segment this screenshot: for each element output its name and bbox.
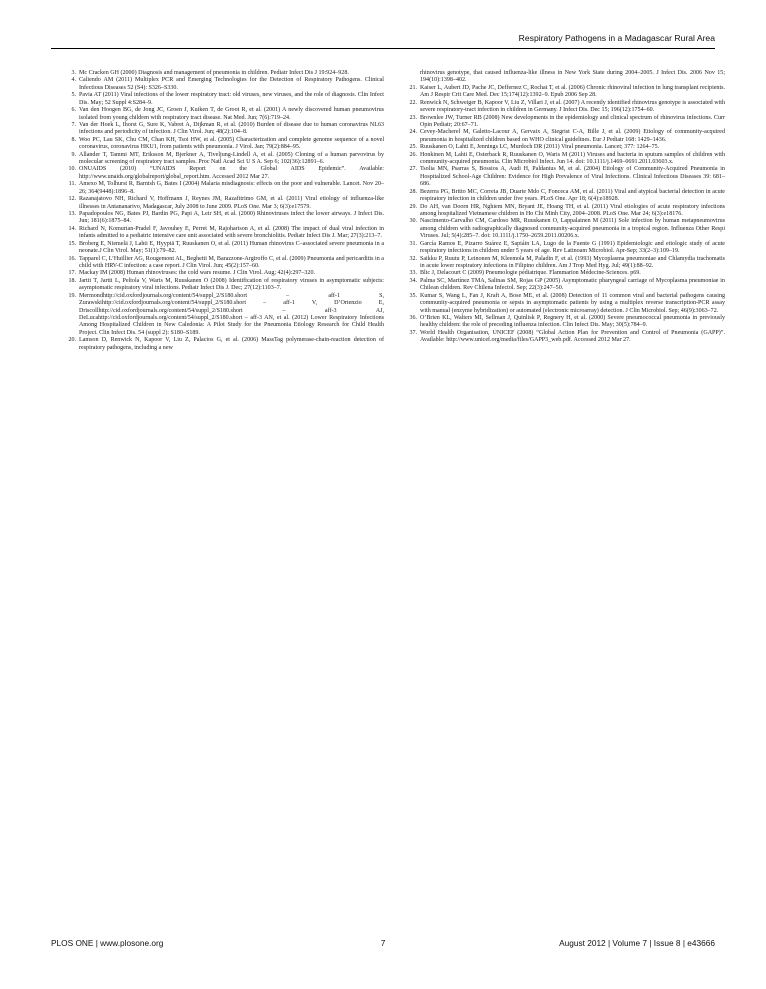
reference-entry — [404, 218, 725, 240]
reference-text: Richard N, Komurian-Pradel F, Javouhey E, Perret M, Rajoharison A, et al. (2008) The impact of dual viral infection in infants admitted to a pediatric intensive care unit associated with severe bronchiolitis. Pediatr Infect Dis J. Mar; 27(3):213–7. — [79, 225, 384, 240]
reference-text: Ruuskanen O, Lahti E, Jennings LC, Murdoch DR (2011) Viral pneumonia. Lancet; 377: 1264–75. — [420, 144, 660, 151]
header-rule — [51, 48, 715, 49]
reference-number: 21. — [409, 84, 417, 91]
reference-number: 10. — [68, 166, 76, 173]
reference-text: Broberg E, Niemelä J, Lahti E, Hyypiä T, Ruuskanen O, et al. (2011) Human rhinovirus C–associated severe pneumonia in a neonate.J Clin Virol. May; 51(1):79–82. — [79, 240, 384, 255]
reference-entry — [404, 129, 725, 144]
reference-text: O’Brien KL, Walters MI, Sellman J, Quinlisk P, Regnery H, et al. (2000) Severe pneumococcal pneumonia in previously healthy children: the role of preceding influenza infection. Clin Infect Dis. May; 30(5):784–9. — [420, 314, 725, 329]
reference-text: Nascimento-Carvalho CM, Cardoso MR, Ruuskanen O, Lappalainen M (2011) Sole infection by human metapneumovirus among children with radiographically diagnosed community-acquired pneumonia in a tropical region. Influenza Other Respi Viruses. Jul; 5(4):285–7. doi: 10.1111/j.1750–2659.2011.00206.x. — [420, 218, 725, 240]
reference-entry — [404, 85, 725, 100]
footer-page-number: 7 — [380, 938, 386, 948]
reference-number: 37. — [409, 329, 417, 336]
reference-text: Amexo M, Tolhurst R, Barnish G, Bates I (2004) Malaria misdiagnosis: effects on the poor and vulnerable. Lancet. Nov 20–26; 364(9448):1896–8. — [79, 181, 384, 195]
reference-entry — [404, 315, 725, 330]
reference-text: Honkinen M, Lahti E, Osterback R, Ruuskanen O, Waris M (2011) Viruses and bacteria in sputum samples of children with community-acquired pneumonia. Clin Microbiol Infect. Jun 14. doi: 10.1111/j.1469–0691.2011.03603.x. — [420, 151, 725, 166]
reference-text: Blic J, Delacourt C (2009) Pneumologie pédiatrique. Flammarion Médecine-Sciences. p69. — [420, 270, 641, 277]
reference-entry — [404, 204, 725, 219]
reference-entry — [404, 152, 725, 167]
reference-entry — [63, 241, 384, 256]
reference-text: Tapparel C, L’Huillier AG, Rougemont AL, Beghetti M, Barazzone-Argiroffo C, et al. (2009) Pneumonia and pericarditis in a child with HRV-C infection: a case report. J Clin Virol. Jun; 45(2):157–60. — [79, 255, 384, 269]
reference-entry — [63, 152, 384, 167]
footer-issue: August 2012 | Volume 7 | Issue 8 | e43666 — [559, 938, 715, 948]
reference-text: Palma SC, Martínez TMA, Salinas SM, Rojas GP (2005) Asymptomatic pharyngeal carriage of Mycoplasma pneumoniae in Chilean children. Rev Chilena Infectol. Sep; 22(3):247–50. — [420, 277, 725, 292]
reference-number: 28. — [409, 188, 417, 195]
reference-entry — [404, 166, 725, 188]
reference-number: 13. — [68, 211, 76, 218]
reference-number: 15. — [68, 240, 76, 247]
reference-entry — [404, 278, 725, 293]
reference-text: Tsolia MN, Psarras S, Bossios A, Audi H, Paldanius M, et al. (2004) Etiology of Community-Acquired Pneumonia in Hospitalized School-Age Children: Evidence for High Prevalence of Viral Infections. Clinical Infectious Diseases 39: 681–686. — [420, 166, 725, 188]
reference-number: 6. — [71, 107, 76, 114]
footer-journal: PLOS ONE | www.plosone.org — [51, 938, 164, 948]
reference-number: 16. — [68, 255, 76, 262]
reference-entry — [63, 278, 384, 293]
reference-text: Razanajatovo NH, Richard V, Hoffmann J, Reynes JM, Razafitrimo GM, et al. (2011) Viral etiology of influenza-like illnesses in Antananarivo, Madagascar, July 2008 to June 2009. PLoS One. Mar 3; 6(3):e17579. — [79, 196, 384, 210]
reference-number: 30. — [409, 218, 417, 225]
reference-number: 11. — [68, 181, 76, 188]
reference-number: 33. — [409, 270, 417, 277]
reference-text: Papadopoulos NG, Bates PJ, Bardin PG, Papi A, Leir SH, et al. (2000) Rhinoviruses infect the lower airways. J Infect Dis. Jun; 181(6):1875–84. — [79, 211, 384, 225]
reference-text: Lamson D, Renwick N, Kapoor V, Liu Z, Palacios G, et al. (2006) MassTag polymerase-chain-reaction detection of respiratory pathogens, including a new — [79, 337, 384, 351]
references-left-column — [63, 70, 384, 352]
reference-number: 20. — [68, 337, 76, 344]
reference-text: Brownlee JW, Turner RB (2008) New developments in the epidemiology and clinical spectrum of rhinovirus infections. Curr Opin Pediatr; 20:67–71. — [420, 114, 725, 128]
reference-entry — [404, 100, 725, 115]
running-title: Respiratory Pathogens in a Madagascar Rural Area — [518, 33, 715, 43]
reference-entry — [404, 189, 725, 204]
reference-text: Kaiser L, Aubert JD, Pache JC, Deffernez C, Rochat T, et al. (2006) Chronic rhinoviral infection in lung transplant recipients. Am J Respir Crit Care Med. Dec 15;174(12):1392–9. Epub 2006 Sep 28. — [420, 84, 725, 99]
reference-number: 25. — [409, 144, 417, 151]
reference-number: 35. — [409, 292, 417, 299]
reference-entry — [63, 166, 384, 181]
reference-entry — [404, 256, 725, 271]
reference-text: Saikku P, Ruutu P, Leinonen M, Kleemola M, Paladin F, et al. (1993) Mycoplasma pneumoniae and Chlamydia trachomatis in acute lower respiratory infections in Filipino children. Am J Trop Med Hyg. Jul; 49(1):88–92. — [420, 255, 725, 269]
reference-number: 12. — [68, 196, 76, 203]
reference-number: 27. — [409, 166, 417, 173]
reference-text: Mackay IM (2008) Human rhinoviruses: the cold wars resume. J Clin Virol. Aug; 42(4):297–320. — [79, 270, 315, 277]
reference-entry — [63, 293, 384, 338]
reference-number: 29. — [409, 203, 417, 210]
reference-entry — [404, 293, 725, 315]
reference-number: 22. — [409, 99, 417, 106]
reference-entry — [63, 211, 384, 226]
reference-number: 4. — [71, 77, 76, 84]
reference-entry — [63, 137, 384, 152]
reference-text: Mc Cracken GH (2000) Diagnosis and management of pneumonia in children. Pediatr Infect Dis J 19:924–928. — [79, 70, 349, 76]
reference-entry — [63, 77, 384, 92]
reference-text: Van der Hoek L, Ihorst G, Sure K, Vabret A, Dijkman R, et al. (2010) Burden of disease due to human coronavirus NL63 infections and periodicity of infection. J Clin Virol. Jun; 48(2):104–8. — [79, 121, 384, 136]
page-footer — [51, 938, 715, 950]
reference-number: 8. — [71, 136, 76, 143]
reference-number: 3. — [71, 70, 76, 76]
reference-entry — [404, 144, 725, 151]
reference-text: Allander T, Tammi MT, Eriksson M, Bjerkner A, Tiveljung-Lindell A, et al. (2005) Cloning of a human parvovirus by molecular screening of respiratory tract samples. Proc Natl Acad Sci U S A. Sep 6; 102(36):12891–6. — [79, 151, 384, 166]
reference-text: Renwick N, Schweiger B, Kapoor V, Liu Z, Villari J, et al. (2007) A recently identified rhinovirus genotype is associated with severe respiratory-tract infection in children in Germany. J Infect Dis. Dec 15; 196(12):1754–60. — [420, 99, 725, 114]
reference-entry — [63, 196, 384, 211]
reference-number: 14. — [68, 225, 76, 232]
reference-number: 19. — [68, 292, 76, 299]
reference-number: 17. — [68, 270, 76, 277]
reference-number: 18. — [68, 277, 76, 284]
references-right-column — [404, 70, 725, 345]
reference-text: Van den Hoogen BG, de Jong JC, Groen J, Kuiken T, de Groot R, et al. (2001) A newly discovered human pneumovirus isolated from young children with respiratory tract disease. Nat Med. Jun; 7(6):719–24. — [79, 107, 384, 121]
reference-text: Bezerra PG, Britto MC, Correia JB, Duarte Mdo C, Fonceca AM, et al. (2011) Viral and atypical bacterial detection in acute respiratory infection in children under five years. PLoS One. Apr 18; 6(4):e18928. — [420, 188, 725, 203]
reference-number: 32. — [409, 255, 417, 262]
reference-entry — [63, 226, 384, 241]
reference-text: rhinovirus genotype, that caused influenza-like illness in New York State during 2004–2005. J Infect Dis. 2006 Nov 15; 194(10):1398–402. — [420, 70, 725, 84]
reference-text: World Health Organisation, UNICEF (2008) “Global Action Plan for Prevention and Control of Pneumonia (GAPP)”. Available: http://www.unicef.org/media/files/GAPP3_web.pdf. Accessed 2012 Mar 27. — [420, 329, 725, 344]
reference-text: Woo PC, Lau SK, Chu CM, Chan KH, Tsoi HW, et al. (2005) Characterization and complete genome sequence of a novel coronavirus, coronavirus HKU1, from patients with pneumonia. J Virol. Jan; 79(2):884–95. — [79, 136, 384, 151]
reference-entry — [404, 115, 725, 130]
reference-number: 9. — [71, 151, 76, 158]
reference-number: 26. — [409, 151, 417, 158]
reference-entry — [63, 92, 384, 107]
reference-text: Jartti T, Jartti L, Peltola V, Waris M, Ruuskanen O (2008) Identification of respiratory viruses in asymptomatic subjects: asymptomatic respiratory viral infections. Pediatr Infect Dis J. Dec; 27(12):1103–7. — [79, 277, 384, 292]
reference-text: Kumar S, Wang L, Fan J, Kraft A, Bose ME, et al. (2008) Detection of 11 common viral and bacterial pathogens causing community-acquired pneumonia or sepsis in asymptomatic patients by using a multiplex reverse transcription-PCR assay with manual (enzyme hybridization) or automated (electronic microarray) detection. J Clin Microbiol. Sep; 46(9):3063–72. — [420, 292, 725, 314]
reference-entry — [63, 181, 384, 196]
reference-number: 7. — [71, 121, 76, 128]
reference-entry — [404, 330, 725, 345]
reference-number: 5. — [71, 92, 76, 99]
reference-entry — [63, 337, 384, 352]
reference-entry — [404, 70, 725, 85]
reference-number: 24. — [409, 129, 417, 136]
reference-entry — [63, 256, 384, 271]
reference-entry — [63, 270, 384, 277]
reference-text: García Ramos E, Pizarro Suárez E, Sapiáin LA, Lugo de la Fuente G (1991) Epidemiologic and etiologic study of acute respiratory infections in children under 5 years of age. Rev Latinoam Microbiol. Apr-Sep; 33(2–3):109–19. — [420, 240, 725, 255]
reference-number: 36. — [409, 314, 417, 321]
reference-text: Mermondhttp://cid.oxfordjournals.org/content/54/suppl_2/S180.short – aff-1 S, Zurawskihttp://cid.oxfordjournals.org/content/54/suppl_2/S180.short – aff-1 V, D’Ortenzio E, Driscollhttp://cid.oxfordjournals.org/content/54/suppl_2/S180.short – aff-3 AJ, DeLucahttp://cid.oxfordjournals.org/content/54/suppl_2/S180.short – aff-3 AN, et al. (2012) Lower Respiratory Infections Among Hospitalized Children in New Caledonia: A Pilot Study for the Pneumonia Etiology Research for Child Health Project. Clin Infect Dis. 54 (suppl 2): S180–S189. — [79, 292, 384, 336]
reference-text: Do AH, van Doorn HR, Nghiem MN, Bryant JE, Hoang TH, et al. (2011) Viral etiologies of acute respiratory infections among hospitalized Vietnamese children in Ho Chi Minh City, 2004–2008. PLoS One. Mar 24; 6(3):e18176. — [420, 203, 725, 218]
reference-number: 34. — [409, 277, 417, 284]
reference-entry — [404, 241, 725, 256]
reference-text: Cevey-Macherel M, Galetto-Lacour A, Gervaix A, Siegrist C-A, Bille J, et al. (2009) Etiology of community-acquired pneumonia in hospitalized children based on WHO clinical guidelines. Eur J Pediatr 168: 1429–1436. — [420, 129, 725, 143]
reference-text: Caliendo AM (2011) Multiplex PCR and Emerging Technologies for the Detection of Respiratory Pathogens. Clinical Infectious Diseases 52 (S4): S326–S330. — [79, 77, 384, 91]
reference-text: Pavia AT (2011) Viral infections of the lower respiratory tract: old viruses, new viruses, and the role of diagnosis. Clin Infect Dis. May; 52 Suppl 4:S284–9. — [79, 92, 384, 106]
reference-entry — [63, 122, 384, 137]
reference-text: ONUAIDS (2010) “UNAIDS Report on the Global AIDS Epidemic”. Available: http://www.unaids.org/globalreport/global_report.htm. Accessed 2012 Mar 27. — [79, 166, 384, 180]
reference-number: 23. — [409, 114, 417, 121]
reference-entry — [404, 270, 725, 277]
reference-entry — [63, 107, 384, 122]
reference-number: 31. — [409, 240, 417, 247]
